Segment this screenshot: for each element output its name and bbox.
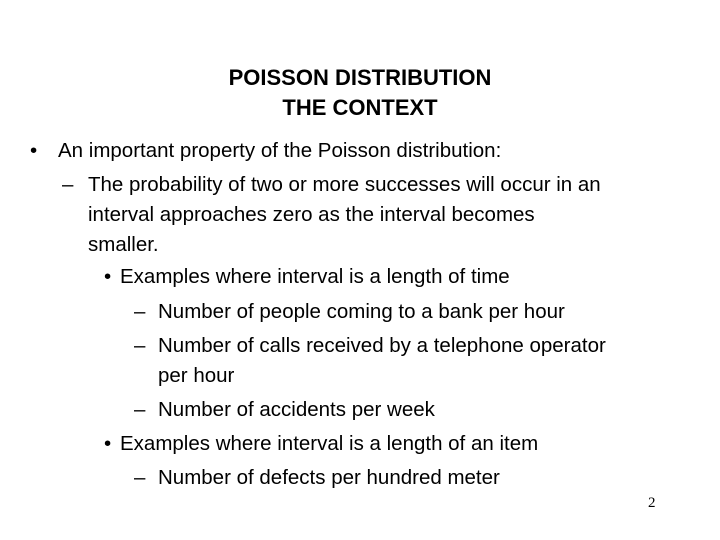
bullet-icon: • [104,265,112,288]
example-bank-text: Number of people coming to a bank per hour [158,300,565,323]
dash-icon: – [134,300,146,323]
bullet-level2-text-line-1: The probability of two or more successes will occur in an [88,173,601,196]
bullet-level3-text-item: Examples where interval is a length of an item [120,432,539,455]
bullet-level1-text: An important property of the Poisson distribution: [58,139,502,162]
slide-title-line-1: POISSON DISTRIBUTION [228,65,492,90]
bullet-level2-text-line-3: smaller. [88,233,159,256]
slide-title-line-2: THE CONTEXT [282,95,438,120]
example-accidents-text: Number of accidents per week [158,398,435,421]
bullet-icon: • [30,139,38,162]
example-calls-text-line-1: Number of calls received by a telephone operator [158,334,606,357]
example-defects-text: Number of defects per hundred meter [158,466,500,489]
dash-icon: – [134,334,146,357]
dash-icon: – [134,398,146,421]
page-number: 2 [648,495,656,511]
bullet-icon: • [104,432,112,455]
bullet-level2-text-line-2: interval approaches zero as the interval becomes [88,203,535,226]
example-calls-text-line-2: per hour [158,364,235,387]
bullet-level3-text-time: Examples where interval is a length of time [120,265,510,288]
dash-icon: – [134,466,146,489]
dash-icon: – [62,173,74,196]
